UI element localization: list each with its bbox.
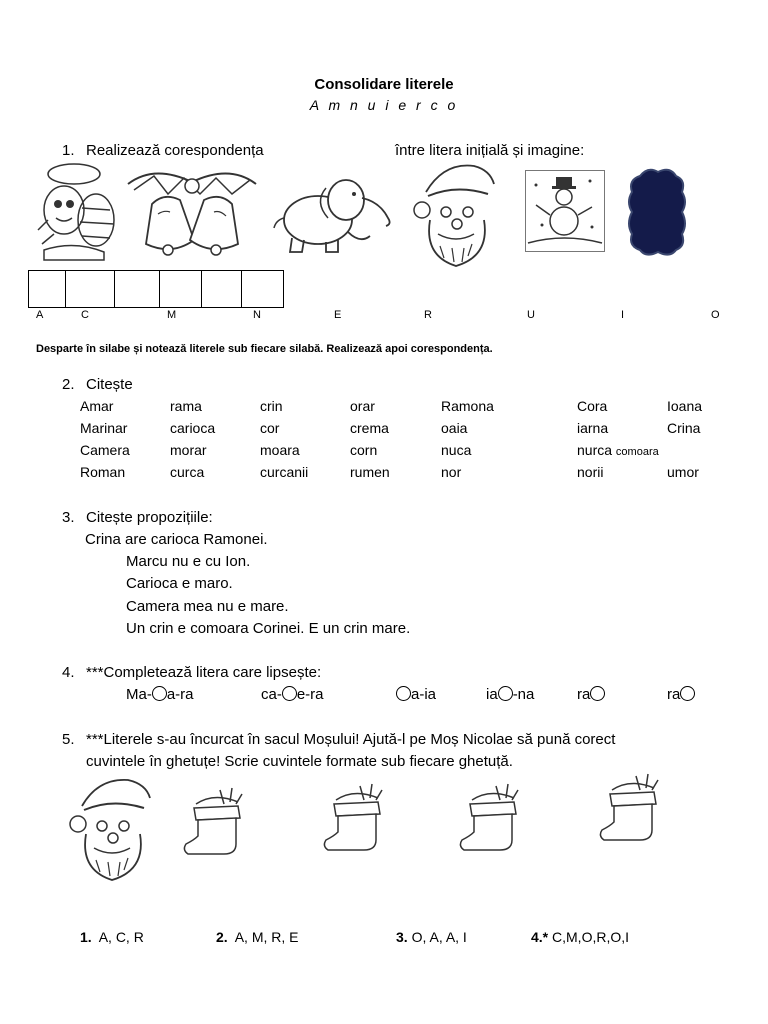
answer-box[interactable] — [242, 271, 283, 307]
blank-circle[interactable] — [282, 686, 297, 701]
table-row — [80, 420, 717, 442]
fill-post: a-ia — [411, 686, 437, 703]
boot-image — [180, 786, 256, 858]
word-nurca: nurca — [577, 442, 613, 458]
ex3-title: Citește propozițiile: — [86, 509, 213, 526]
santa-image — [408, 160, 504, 270]
word-cell: oaia — [441, 420, 468, 436]
letter-label: R — [424, 309, 432, 321]
sentence-line: Camera mea nu e mare. — [126, 598, 289, 615]
word-cell: Ramona — [441, 398, 494, 414]
answer-box[interactable] — [202, 271, 242, 307]
word-cell: Roman — [80, 464, 126, 480]
ex2-heading — [62, 376, 133, 393]
letter-label: C — [81, 309, 89, 321]
ex5-number: 5. — [62, 731, 75, 748]
blank-circle[interactable] — [680, 686, 695, 701]
letter-label: M — [167, 309, 177, 321]
word-cell: Cora — [577, 398, 608, 414]
ex1-text-a: Realizează corespondența — [86, 142, 264, 159]
sentence-line: Marcu nu e cu Ion. — [126, 553, 251, 570]
word-cell: nor — [441, 464, 462, 480]
ex3-number: 3. — [62, 509, 75, 526]
sentence-line: Carioca e maro. — [126, 575, 233, 592]
sentence-line: Un crin e comoara Corinei. E un crin mare. — [126, 620, 411, 637]
word-cell: Crina — [667, 420, 701, 436]
fill-post: a-ra — [166, 686, 194, 703]
answer-box[interactable] — [66, 271, 115, 307]
ex2-title: Citește — [86, 376, 133, 393]
blank-circle[interactable] — [152, 686, 167, 701]
fill-pre: ra — [667, 686, 681, 703]
elephant-image — [270, 174, 396, 254]
word-cell: crin — [260, 398, 283, 414]
ex5-heading — [62, 731, 762, 748]
scramble-item — [531, 929, 629, 945]
answer-boxes — [28, 270, 284, 308]
word-cell: cor — [260, 420, 280, 436]
ex4-title: ***Completează litera care lipsește: — [86, 664, 322, 681]
scramble-number: 1. — [80, 929, 92, 945]
scramble-item — [80, 929, 144, 945]
word-cell: curcanii — [260, 464, 309, 480]
table-row — [80, 464, 717, 486]
word-cell: moara — [260, 442, 300, 458]
letter-label: E — [334, 309, 342, 321]
ex5-line2: cuvintele în ghetuțe! Scrie cuvintele formate sub fiecare ghetuță. — [86, 753, 513, 770]
word-cell: umor — [667, 464, 699, 480]
word-cell: crema — [350, 420, 389, 436]
scramble-number: 2. — [216, 929, 228, 945]
letter-label: I — [621, 309, 625, 321]
answer-box[interactable] — [29, 271, 66, 307]
answer-box[interactable] — [160, 271, 203, 307]
word-cell — [577, 442, 717, 464]
word-cell: norii — [577, 464, 604, 480]
word-cell: nuca — [441, 442, 472, 458]
word-cell: iarna — [577, 420, 609, 436]
fill-pre: Ma- — [126, 686, 152, 703]
letter-label: O — [711, 309, 720, 321]
letter-label: U — [527, 309, 535, 321]
bells-image — [124, 164, 260, 260]
word-comoara: comoara — [615, 446, 659, 458]
scramble-item — [216, 929, 299, 945]
word-cell: carioca — [170, 420, 216, 436]
word-cell: Amar — [80, 398, 114, 414]
ex1-text-b: între litera inițială și imagine: — [395, 142, 585, 159]
word-cell: rama — [170, 398, 202, 414]
blank-circle[interactable] — [396, 686, 411, 701]
ex4-number: 4. — [62, 664, 75, 681]
boot-image — [596, 772, 672, 844]
ex3-heading — [62, 509, 213, 526]
fill-pre: ia — [486, 686, 498, 703]
ex4-heading — [62, 664, 321, 681]
santa-face-image — [66, 776, 158, 884]
fill-pre: ra — [577, 686, 591, 703]
page-title: Consolidare literele — [314, 76, 454, 93]
fill-post: e-ra — [296, 686, 324, 703]
fill-item — [396, 686, 436, 703]
blank-circle[interactable] — [590, 686, 605, 701]
scramble-number: 4.* — [531, 929, 549, 945]
word-cell: morar — [170, 442, 207, 458]
cloud-image — [626, 166, 688, 258]
table-row — [80, 442, 717, 464]
fill-item — [486, 686, 534, 703]
page-subtitle: A m n u i e r c o — [309, 97, 459, 113]
fill-item — [667, 686, 695, 703]
word-cell: rumen — [350, 464, 390, 480]
word-cell: Ioana — [667, 398, 703, 414]
boot-image — [456, 782, 532, 854]
word-cell: Marinar — [80, 420, 128, 436]
snowman-image — [525, 170, 605, 252]
letter-label: A — [36, 309, 44, 321]
scramble-letters: O, A, A, I — [411, 929, 467, 945]
sentence-line: Crina are carioca Ramonei. — [85, 531, 268, 548]
word-cell: Camera — [80, 442, 130, 458]
ex1-number: 1. — [62, 142, 75, 159]
scramble-letters: C,M,O,R,O,I — [552, 929, 630, 945]
word-cell: orar — [350, 398, 375, 414]
answer-box[interactable] — [115, 271, 160, 307]
scramble-number: 3. — [396, 929, 408, 945]
fill-pre: ca- — [261, 686, 282, 703]
word-cell: corn — [350, 442, 378, 458]
instruction-text: Desparte în silabe și notează literele sub fiecare silabă. Realizează apoi corespondența. — [36, 343, 493, 355]
scramble-item — [396, 929, 467, 945]
ex1-heading — [62, 142, 264, 159]
blank-circle[interactable] — [498, 686, 513, 701]
fill-item — [577, 686, 605, 703]
table-row — [80, 398, 717, 420]
bee-image — [34, 160, 118, 264]
scramble-letters: A, M, R, E — [234, 929, 299, 945]
words-table — [80, 398, 717, 486]
scramble-letters: A, C, R — [98, 929, 144, 945]
letter-label: N — [253, 309, 261, 321]
boot-image — [320, 782, 396, 854]
ex5-line1: ***Literele s-au încurcat în sacul Moșului! Ajută-l pe Moș Nicolae să pună corect — [86, 731, 616, 748]
ex2-number: 2. — [62, 376, 75, 393]
fill-item — [261, 686, 324, 703]
word-cell: curca — [170, 464, 205, 480]
fill-item — [126, 686, 194, 703]
fill-post: -na — [512, 686, 535, 703]
